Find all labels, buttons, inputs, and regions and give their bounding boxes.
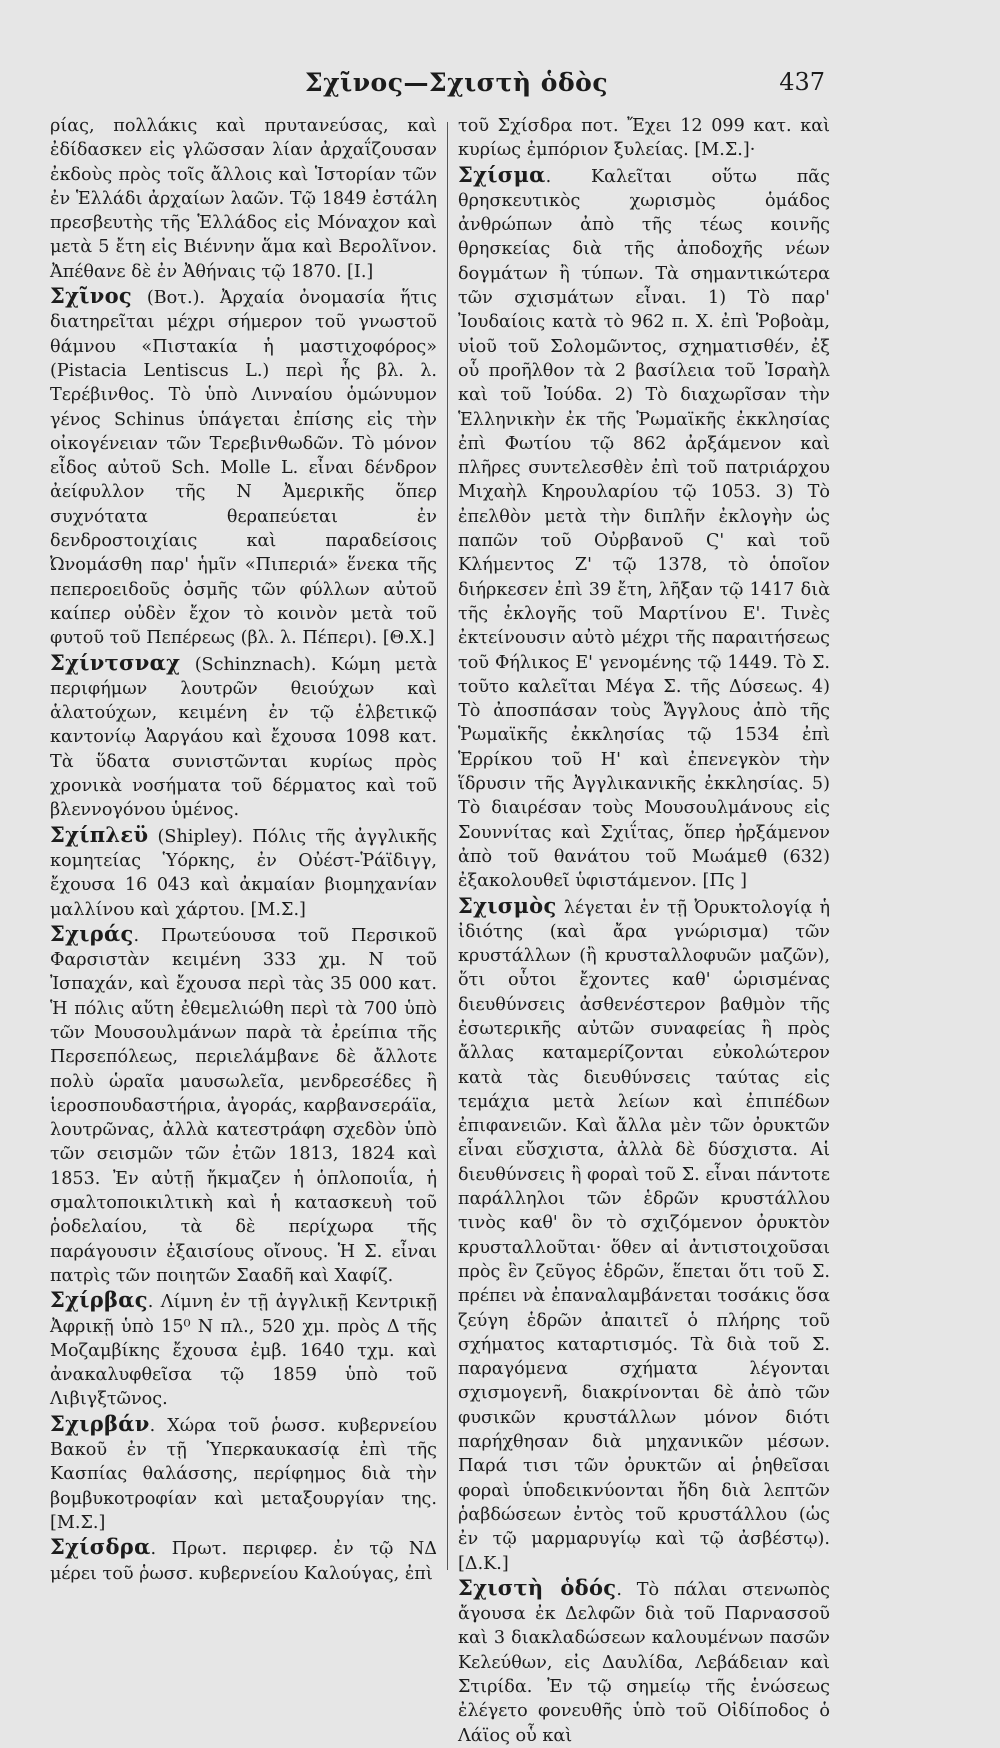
- entry-text: (Schinznach). Κώμη μετὰ περιφήμων λουτρῶν θειούχων καὶ ἁλατούχων, κειμένη ἐν τῷ ἑλβετικῷ καντονίῳ Ἀαργάου καὶ ἔχουσα 1098 κατ. Τὰ ὕδατα συνιστῶνται κυρίως πρὸς χρονικὰ νοσήματα τοῦ δέρματος καὶ τοῦ βλεννογόνου ὑμένος.: [50, 654, 437, 821]
- entry: [50, 1412, 437, 1535]
- left-column: [50, 114, 437, 1586]
- entry: [458, 894, 830, 1576]
- entry-headword: Σχίσμα: [458, 161, 546, 187]
- entry-text: . Καλεῖται οὕτω πᾶς θρησκευτικὸς χωρισμὸς ὁμάδος ἀνθρώπων ἀπὸ τῆς τέως κοινῆς θρησκείας διὰ τῆς ἀποδοχῆς νέων δογμάτων ἢ τύπων. Τὰ σημαντικώτερα τῶν σχισμάτων εἶναι. 1) Τὸ παρ' Ἰουδαίοις κατὰ τὸ 962 π. Χ. ἐπὶ Ῥοβοὰμ, υἱοῦ τοῦ Σολομῶντος, σχηματισθέν, ἐξ οὗ προῆλθον τὰ 2 βασίλεια τοῦ Ἰσραὴλ καὶ τοῦ Ἰούδα. 2) Τὸ διαχωρῖσαν τὴν Ἑλληνικὴν ἐκ τῆς Ῥωμαϊκῆς ἐκκλησίας ἐπὶ Φωτίου τῷ 862 ἀρξάμενον καὶ πλῆρες συντελεσθὲν ἐπὶ τοῦ πατριάρχου Μιχαὴλ Κηρουλαρίου τῷ 1053. 3) Τὸ ἐπελθὸν μετὰ τὴν διπλῆν ἐκλογὴν ὡς παπῶν τοῦ Οὐρβανοῦ Ϛ' καὶ τοῦ Κλήμεντος Ζ' τῷ 1378, τὸ ὁποῖον διήρκεσεν ἐπὶ 39 ἔτη, λῆξαν τῷ 1417 διὰ τῆς ἐκλογῆς τοῦ Μαρτίνου Ε'. Τινὲς ἐκτείνουσιν αὐτὸ μέχρι τῆς παραιτήσεως τοῦ Φήλικος Ε' γενομένης τῷ 1449. Τὸ Σ. τοῦτο καλεῖται Μέγα Σ. τῆς Δύσεως. 4) Τὸ ἀποσπάσαν τοὺς Ἄγγλους ἀπὸ τῆς Ῥωμαϊκῆς ἐκκλησίας τῷ 1534 ἐπὶ Ἑρρίκου τοῦ Η' καὶ ἐπενεγκὸν τὴν ἵδρυσιν τῆς Ἀγγλικανικῆς ἐκκλησίας. 5) Τὸ διαιρέσαν τοὺς Μουσουλμάνους εἰς Σουννίτας καὶ Σχιΐτας, ὅπερ ἠρξάμενον ἀπὸ τοῦ θανάτου τοῦ Μωάμεθ (632) ἐξακολουθεῖ ὑφιστάμενον. [Πς ]: [458, 166, 830, 892]
- entry-headword: Σχιστὴ ὁδός: [458, 1574, 617, 1600]
- entry-headword: Σχῖνος: [50, 283, 132, 309]
- entry-headword: Σχιράς: [50, 920, 134, 946]
- entry: [458, 114, 830, 163]
- entry-text: λέγεται ἐν τῇ Ὀρυκτολογίᾳ ἡ ἰδιότης (καὶ ἄρα γνώρισμα) τῶν κρυστάλλων (ἢ κρυσταλλοφυῶν μαζῶν), ὅτι οὗτοι ἔχοντες καθ' ὡρισμένας διευθύνσεις ἀσθενέστερον βαθμὸν τῆς ἐσωτερικῆς αὐτῶν συναφείας ἢ πρὸς ἄλλας καταμερίζονται εὐκολώτερον κατὰ τὰς διευθύνσεις ταύτας εἰς τεμάχια μετὰ λείων καὶ ἐπιπέδων ἐπιφανειῶν. Καὶ ἄλλα μὲν τῶν ὀρυκτῶν εἶναι εὔσχιστα, ἀλλὰ δὲ δύσχιστα. Αἱ διευθύνσεις ἢ φοραὶ τοῦ Σ. εἶναι πάντοτε παράλληλοι τῶν ἑδρῶν κρυστάλλου τινὸς καθ' ὃν τὸ σχιζόμενον ὀρυκτὸν κρυσταλλοῦται· ὅθεν αἱ ἀντιστοιχοῦσαι πρὸς ἓν ζεῦγος ἑδρῶν, ἕπεται ὅτι τοῦ Σ. πρέπει νὰ ἐπαναλαμβάνεται τοσάκις ὅσα ζεύγη ἑδρῶν ἀπαιτεῖ ὁ πλήρης τοῦ σχήματος καταρτισμός. Τὰ διὰ τοῦ Σ. παραγόμενα σχήματα λέγονται σχισμογενῆ, διακρίνονται δὲ ἀπὸ τῶν φυσικῶν κρυστάλλων μόνον διότι παρήχθησαν διὰ μηχανικῶν μέσων. Παρά τισι τῶν ὀρυκτῶν αἱ ῥηθεῖσαι φοραὶ ὑποδεικνύονται ἤδη διὰ λεπτῶν ῥαβδώσεων ἐντὸς τοῦ κρυστάλλου (ὡς ἐν τῷ μαρμαρυγίῳ καὶ τῷ ἀσβέστῳ). [Δ.Κ.]: [458, 897, 830, 1574]
- column-divider: [447, 122, 448, 1570]
- entry: [50, 1288, 437, 1411]
- page-number: 437: [779, 68, 825, 96]
- entry-headword: Σχίπλεϋ: [50, 821, 149, 847]
- entry-text: (Βοτ.). Ἀρχαία ὀνομασία ἥτις διατηρεῖται μέχρι σήμερον τοῦ γνωστοῦ θάμνου «Πιστακία ἡ μαστιχοφόρος» (Pistacia Lentiscus L.) περὶ ἧς βλ. λ. Τερέβινθος. Τὸ ὑπὸ Λινναίου ὁμώνυμον γένος Schinus ὑπάγεται ἐπίσης εἰς τὴν οἰκογένειαν τῶν Τερεβινθωδῶν. Τὸ μόνον εἶδος αὐτοῦ Sch. Molle L. εἶναι δένδρον ἀείφυλλον τῆς Ν Ἀμερικῆς ὅπερ συχνότατα θεραπεύεται ἐν δενδροστοιχίαις καὶ παραδείσοις Ὠνομάσθη παρ' ἡμῖν «Πιπεριά» ἕνεκα τῆς πεπεροειδοῦς ὀσμῆς τῶν φύλλων αὐτοῦ καίπερ οὐδὲν ἔχον τὸ κοινὸν μετὰ τοῦ φυτοῦ τοῦ Πεπέρεως (βλ. λ. Πέπερι). [Θ.Χ.]: [50, 288, 437, 649]
- entry-text: (Shipley). Πόλις τῆς ἀγγλικῆς κομητείας Ὑόρκης, ἐν Οὐέστ-Ῥάϊδιγγ, ἔχουσα 16 043 καὶ ἀκμαίαν βιομηχανίαν μαλλίνου καὶ χάρτου. [Μ.Σ.]: [50, 826, 437, 920]
- entry-headword: Σχιρβάν: [50, 1410, 150, 1436]
- entry-text: . Χώρα τοῦ ῥωσσ. κυβερνείου Βακοῦ ἐν τῇ Ὑπερκαυκασίᾳ ἐπὶ τῆς Κασπίας θαλάσσης, περίφημος διὰ τὴν βομβυκοτροφίαν καὶ μεταξουργίαν της. [Μ.Σ.]: [50, 1415, 437, 1533]
- entry-text: . Πρωτ. περιφερ. ἐν τῷ ΝΔ μέρει τοῦ ῥωσσ. κυβερνείου Καλούγας, ἐπὶ: [50, 1539, 437, 1584]
- entry: [50, 284, 437, 650]
- entry: [50, 823, 437, 922]
- entry: [458, 1576, 830, 1748]
- entry-headword: Σχίντσναχ: [50, 649, 181, 675]
- entry-text: . Πρωτεύουσα τοῦ Περσικοῦ Φαρσιστὰν κειμένη 333 χμ. Ν τοῦ Ἰσπαχάν, καὶ ἔχουσα περὶ τὰς 35 000 κατ. Ἡ πόλις αὕτη ἐθεμελιώθη περὶ τὰ 700 ὑπὸ τῶν Μουσουλμάνων παρὰ τὰ ἐρείπια τῆς Περσεπόλεως, περιελάμβανε δὲ ἄλλοτε πολὺ ὡραῖα μαυσωλεῖα, μενδρεσέδες ἢ ἱεροσπουδαστήρια, ἀγοράς, καρβανσεράϊα, λουτρῶνας, ἀλλὰ κατεστράφη σχεδὸν ὑπὸ τῶν σεισμῶν τῶν ἐτῶν 1813, 1824 καὶ 1853. Ἐν αὐτῇ ἤκμαζεν ἡ ὁπλοποιΐα, ἡ σμαλτοποικιλτικὴ καὶ ἡ κατασκευὴ τοῦ ῥοδελαίου, τὰ δὲ περίχωρα τῆς παράγουσιν ἐξαισίους οἴνους. Ἡ Σ. εἶναι πατρὶς τῶν ποιητῶν Σααδῆ καὶ Χαφίζ.: [50, 925, 437, 1286]
- entry-text: τοῦ Σχίσδρα ποτ. Ἔχει 12 099 κατ. καὶ κυρίως ἐμπόριον ξυλείας. [Μ.Σ.]·: [458, 116, 830, 161]
- right-column: [458, 114, 830, 1748]
- running-head: Σχῖνος—Σχιστὴ ὁδὸς: [305, 68, 609, 97]
- entry: [50, 1535, 437, 1586]
- page-header: [305, 68, 825, 108]
- entry-headword: Σχίρβας: [50, 1287, 148, 1313]
- entry: [458, 163, 830, 894]
- entry-text: . Λίμνη ἐν τῇ ἀγγλικῇ Κεντρικῇ Ἀφρικῇ ὑπὸ 15⁰ Ν πλ., 520 χμ. πρὸς Δ τῆς Μοζαμβίκης ἔχουσα ἐμβ. 1640 τχμ. καὶ ἀνακαλυφθεῖσα τῷ 1859 ὑπὸ τοῦ Λιβιγξτῶνος.: [50, 1292, 437, 1410]
- entry: [50, 922, 437, 1288]
- entry-headword: Σχίσδρα: [50, 1534, 151, 1560]
- entry-text: ρίας, πολλάκις καὶ πρυτανεύσας, καὶ ἐδίδασκεν εἰς γλῶσσαν λίαν ἀρχαΐζουσαν ἐκδοὺς πρὸς τοῖς ἄλλοις καὶ Ἱστορίαν τῶν ἐν Ἑλλάδι ἀρχαίων λαῶν. Τῷ 1849 ἐστάλη πρεσβευτὴς τῆς Ἑλλάδος εἰς Μόναχον καὶ μετὰ 5 ἔτη εἰς Βιέννην ἅμα καὶ Βερολῖνον. Ἀπέθανε δὲ ἐν Ἀθήναις τῷ 1870. [Ι.]: [50, 116, 437, 282]
- entry: [50, 651, 437, 823]
- entry-text: . Τὸ πάλαι στενωπὸς ἄγουσα ἐκ Δελφῶν διὰ τοῦ Παρνασσοῦ καὶ 3 διακλαδώσεων καλουμένων πασῶν Κελεύθων, εἰς Δαυλίδα, Λεβάδειαν καὶ Στιρίδα. Ἐν τῷ σημείῳ τῆς ἑνώσεως ἐλέγετο φονευθῆς ὑπὸ τοῦ Οἰδίποδος ὁ Λάϊος οὗ καὶ: [458, 1579, 830, 1746]
- entry: [50, 114, 437, 284]
- entry-headword: Σχισμὸς: [458, 892, 557, 918]
